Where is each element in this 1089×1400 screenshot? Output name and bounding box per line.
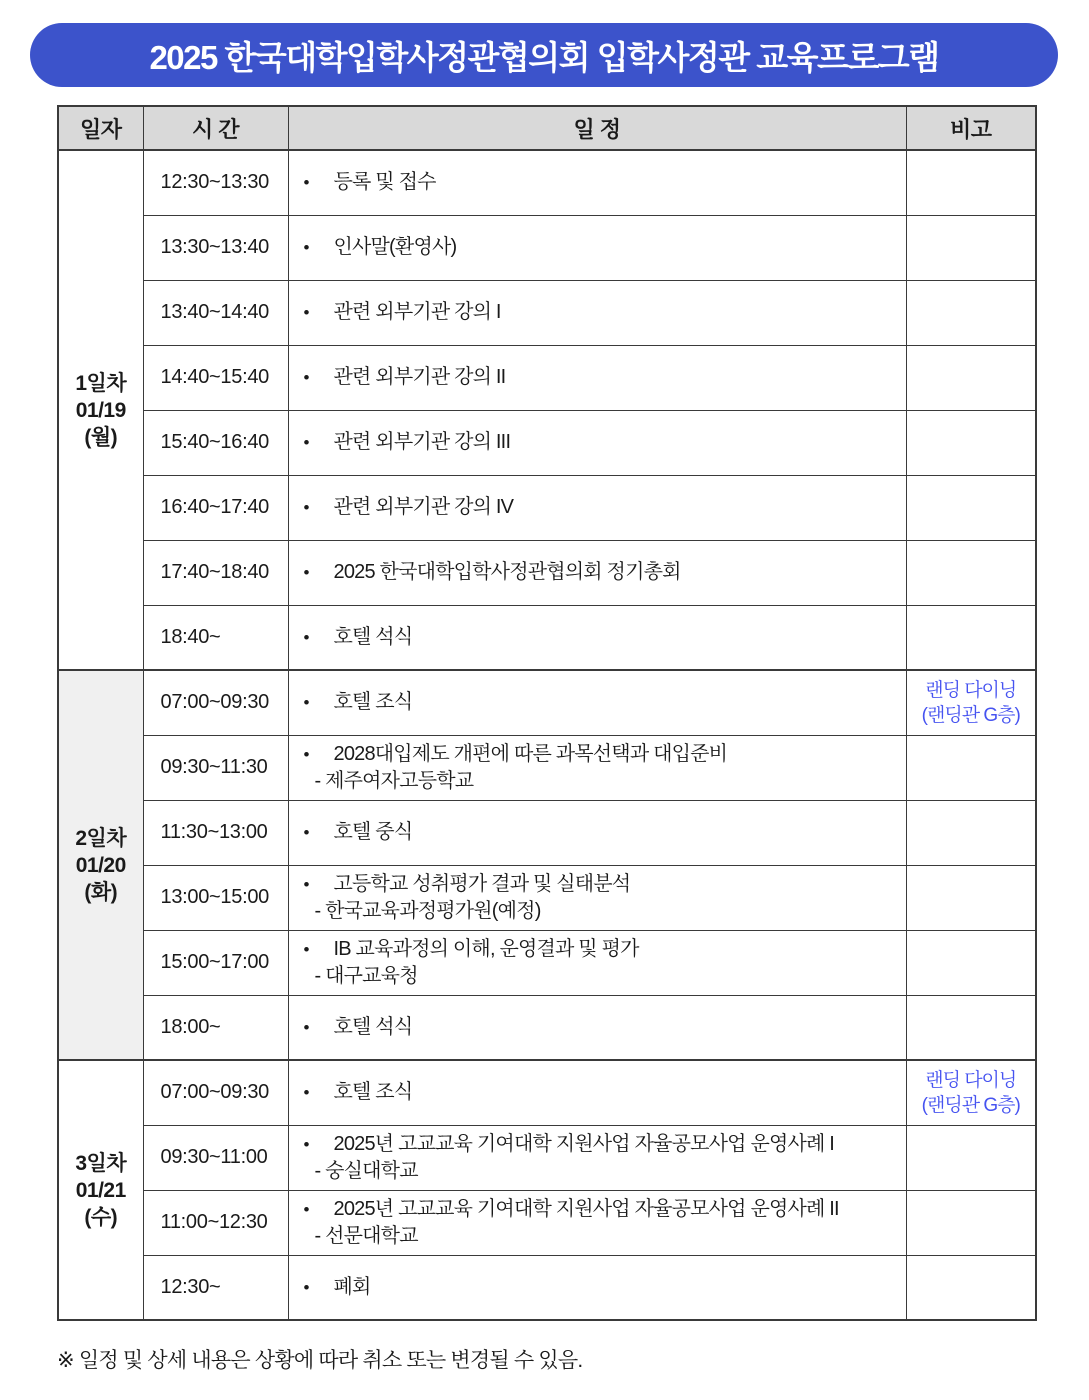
schedule-table-body xyxy=(58,150,1036,1320)
time-cell: 15:00~17:00 xyxy=(143,930,288,995)
schedule-cell xyxy=(288,215,906,280)
note-cell xyxy=(906,605,1036,670)
day-cell xyxy=(58,150,143,670)
schedule-cell xyxy=(288,995,906,1060)
note-cell xyxy=(906,215,1036,280)
schedule-item xyxy=(301,1131,900,1158)
table-row xyxy=(58,280,1036,345)
schedule-item xyxy=(301,494,900,521)
schedule-cell xyxy=(288,345,906,410)
time-cell: 17:40~18:40 xyxy=(143,540,288,605)
table-row xyxy=(58,1125,1036,1190)
schedule-item-text: 2025년 고교교육 기여대학 지원사업 자율공모사업 운영사례 I xyxy=(333,1133,835,1155)
schedule-item-text: 2025 한국대학입학사정관협의회 정기총회 xyxy=(333,561,681,583)
time-cell: 07:00~09:30 xyxy=(143,1060,288,1125)
schedule-cell xyxy=(288,410,906,475)
page-title: 2025 한국대학입학사정관협의회 입학사정관 교육프로그램 xyxy=(149,38,939,76)
note-cell xyxy=(906,865,1036,930)
schedule-item-text: 폐회 xyxy=(333,1275,371,1298)
schedule-item xyxy=(301,936,900,963)
bullet-icon: • xyxy=(303,627,309,647)
schedule-cell xyxy=(288,1190,906,1255)
schedule-item xyxy=(301,169,900,196)
schedule-item-text: IB 교육과정의 이해, 운영결과 및 평가 xyxy=(333,938,639,960)
note-cell xyxy=(906,410,1036,475)
time-cell: 12:30~ xyxy=(143,1255,288,1320)
note-cell xyxy=(906,1125,1036,1190)
schedule-item xyxy=(301,299,900,326)
note-cell xyxy=(906,540,1036,605)
time-cell: 15:40~16:40 xyxy=(143,410,288,475)
column-header-note: 비고 xyxy=(906,106,1036,150)
table-row xyxy=(58,865,1036,930)
time-cell: 12:30~13:30 xyxy=(143,150,288,215)
schedule-item xyxy=(301,624,900,651)
schedule-item xyxy=(301,559,900,586)
schedule-item xyxy=(301,234,900,261)
table-row xyxy=(58,410,1036,475)
day-label-line: (수) xyxy=(84,1205,118,1229)
schedule-item xyxy=(301,429,900,456)
bullet-icon: • xyxy=(303,238,309,257)
schedule-cell xyxy=(288,475,906,540)
time-cell: 18:40~ xyxy=(143,605,288,670)
schedule-cell xyxy=(288,540,906,605)
schedule-item xyxy=(301,741,900,768)
note-line: (랜딩관 G층) xyxy=(921,704,1020,726)
schedule-item-text: 2028대입제도 개편에 따른 과목선택과 대입준비 xyxy=(333,743,728,765)
schedule-item-text: 호텔 조식 xyxy=(333,1081,413,1104)
schedule-item-text: 관련 외부기관 강의 III xyxy=(333,431,511,453)
time-cell: 09:30~11:30 xyxy=(143,735,288,800)
note-cell xyxy=(906,995,1036,1060)
bullet-icon: • xyxy=(303,1277,309,1297)
table-row xyxy=(58,150,1036,215)
day-label-line: 01/19 xyxy=(75,398,126,422)
schedule-item xyxy=(301,364,900,391)
schedule-item-text: 고등학교 성취평가 결과 및 실태분석 xyxy=(333,873,631,895)
table-row xyxy=(58,995,1036,1060)
bullet-icon: • xyxy=(303,563,309,582)
bullet-icon: • xyxy=(303,1135,309,1154)
schedule-cell xyxy=(288,1255,906,1320)
time-cell: 07:00~09:30 xyxy=(143,670,288,735)
schedule-cell xyxy=(288,280,906,345)
schedule-cell xyxy=(288,150,906,215)
table-row xyxy=(58,930,1036,995)
schedule-item xyxy=(301,689,900,716)
bullet-icon: • xyxy=(303,1200,309,1219)
bullet-icon: • xyxy=(303,1083,309,1103)
schedule-item xyxy=(301,1196,900,1223)
note-line: 랜딩 다이닝 xyxy=(925,1069,1017,1091)
schedule-item-text: 호텔 석식 xyxy=(333,1015,413,1038)
day-cell xyxy=(58,1060,143,1320)
table-row xyxy=(58,1060,1036,1125)
schedule-sub-text: - 숭실대학교 xyxy=(314,1160,418,1182)
note-cell xyxy=(906,670,1036,735)
table-row xyxy=(58,345,1036,410)
note-cell xyxy=(906,280,1036,345)
schedule-table-container xyxy=(57,105,1037,1321)
table-row xyxy=(58,605,1036,670)
note-cell xyxy=(906,1060,1036,1125)
day-label-line: (월) xyxy=(84,425,118,449)
time-cell: 11:00~12:30 xyxy=(143,1190,288,1255)
note-cell xyxy=(906,150,1036,215)
time-cell: 09:30~11:00 xyxy=(143,1125,288,1190)
time-cell: 13:30~13:40 xyxy=(143,215,288,280)
day-label-line: (화) xyxy=(84,880,118,904)
bullet-icon: • xyxy=(303,693,309,713)
note-cell xyxy=(906,1190,1036,1255)
schedule-cell xyxy=(288,800,906,865)
schedule-table xyxy=(57,105,1037,1321)
time-cell: 18:00~ xyxy=(143,995,288,1060)
time-cell: 16:40~17:40 xyxy=(143,475,288,540)
footnote: ※ 일정 및 상세 내용은 상황에 따라 취소 또는 변경될 수 있음. xyxy=(57,1349,583,1372)
bullet-icon: • xyxy=(303,1017,309,1037)
schedule-item-text: 인사말(환영사) xyxy=(333,236,457,258)
column-header-schedule: 일 정 xyxy=(288,106,906,150)
schedule-item xyxy=(301,1274,900,1301)
schedule-item-text: 2025년 고교교육 기여대학 지원사업 자율공모사업 운영사례 II xyxy=(333,1198,839,1220)
day-cell xyxy=(58,670,143,1060)
day-label-line: 2일차 xyxy=(75,826,127,850)
note-cell xyxy=(906,800,1036,865)
day-label-line: 1일차 xyxy=(75,371,127,395)
schedule-sub-text: - 한국교육과정평가원(예정) xyxy=(314,900,541,922)
note-cell xyxy=(906,345,1036,410)
bullet-icon: • xyxy=(303,745,309,764)
schedule-item xyxy=(301,871,900,898)
column-header-date: 일자 xyxy=(58,106,143,150)
schedule-item-text: 관련 외부기관 강의 I xyxy=(333,301,501,323)
day-label-line: 3일차 xyxy=(75,1151,127,1175)
schedule-cell xyxy=(288,670,906,735)
time-cell: 13:00~15:00 xyxy=(143,865,288,930)
note-line: (랜딩관 G층) xyxy=(921,1094,1020,1116)
schedule-item-text: 호텔 중식 xyxy=(333,821,413,843)
schedule-cell xyxy=(288,1125,906,1190)
table-row xyxy=(58,670,1036,735)
bullet-icon: • xyxy=(303,303,309,322)
day-label-line: 01/20 xyxy=(75,853,126,877)
bullet-icon: • xyxy=(303,498,309,517)
day-label-line: 01/21 xyxy=(75,1178,126,1202)
schedule-item-text: 관련 외부기관 강의 II xyxy=(333,366,506,388)
table-row xyxy=(58,1190,1036,1255)
schedule-sub-text: - 선문대학교 xyxy=(314,1225,418,1247)
schedule-item-text: 호텔 석식 xyxy=(333,625,413,648)
table-row xyxy=(58,1255,1036,1320)
column-header-time: 시 간 xyxy=(143,106,288,150)
schedule-sub-text: - 대구교육청 xyxy=(314,965,418,987)
time-cell: 13:40~14:40 xyxy=(143,280,288,345)
table-row xyxy=(58,800,1036,865)
table-row xyxy=(58,475,1036,540)
schedule-item xyxy=(301,819,900,846)
schedule-sub-text: - 제주여자고등학교 xyxy=(314,770,474,792)
bullet-icon: • xyxy=(303,433,309,452)
schedule-item xyxy=(301,1079,900,1106)
note-cell xyxy=(906,930,1036,995)
schedule-cell xyxy=(288,1060,906,1125)
bullet-icon: • xyxy=(303,823,309,842)
note-cell xyxy=(906,1255,1036,1320)
schedule-item-text: 관련 외부기관 강의 IV xyxy=(333,496,514,518)
schedule-cell xyxy=(288,865,906,930)
time-cell: 11:30~13:00 xyxy=(143,800,288,865)
note-line: 랜딩 다이닝 xyxy=(925,679,1017,701)
table-row xyxy=(58,540,1036,605)
bullet-icon: • xyxy=(303,173,309,193)
schedule-cell xyxy=(288,735,906,800)
schedule-item-text: 등록 및 접수 xyxy=(333,171,436,194)
note-cell xyxy=(906,735,1036,800)
schedule-item-text: 호텔 조식 xyxy=(333,691,413,714)
table-row xyxy=(58,215,1036,280)
schedule-cell xyxy=(288,930,906,995)
bullet-icon: • xyxy=(303,368,309,387)
schedule-cell xyxy=(288,605,906,670)
note-cell xyxy=(906,475,1036,540)
bullet-icon: • xyxy=(303,940,309,959)
title-banner xyxy=(30,23,1058,87)
bullet-icon: • xyxy=(303,875,309,894)
table-row xyxy=(58,735,1036,800)
header-row xyxy=(58,106,1036,150)
schedule-item xyxy=(301,1014,900,1041)
time-cell: 14:40~15:40 xyxy=(143,345,288,410)
